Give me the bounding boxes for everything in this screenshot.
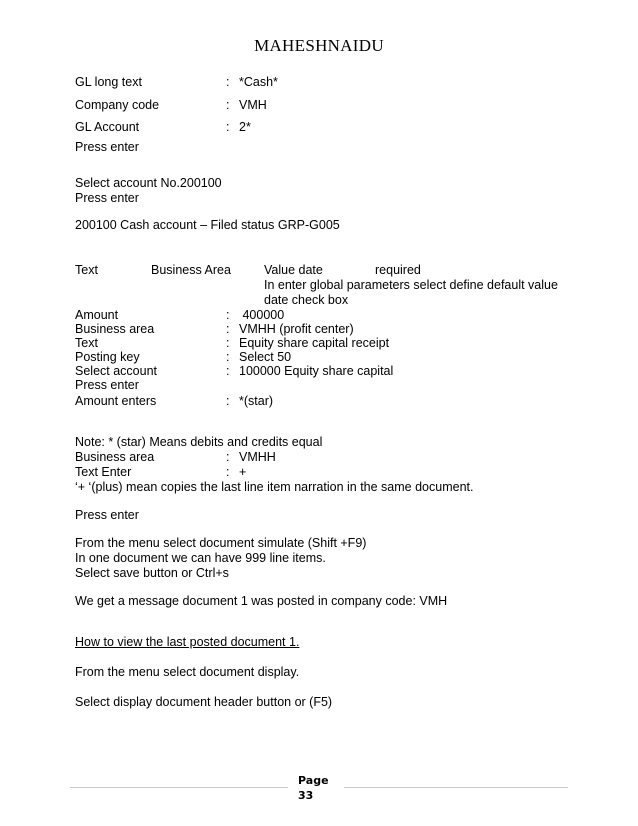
- field-value: 400000: [239, 308, 285, 322]
- footer-divider: [70, 787, 288, 788]
- doc-display-text: From the menu select document display.: [75, 665, 300, 679]
- press-enter-text: Press enter: [75, 508, 139, 522]
- field-colon: :: [226, 350, 230, 364]
- field-label: Select account: [75, 364, 157, 378]
- col-business-area: Business Area: [151, 263, 231, 277]
- note-line: date check box: [264, 293, 349, 307]
- field-label: Text: [75, 336, 98, 350]
- field-label: Posting key: [75, 350, 140, 364]
- select-account-text: Select account No.200100: [75, 176, 222, 190]
- page-label: Page: [298, 774, 329, 787]
- field-label: Business area: [75, 450, 155, 464]
- account-line: 200100 Cash account – Filed status GRP-G005: [75, 218, 340, 232]
- message-text: We get a message document 1 was posted in company code: VMH: [75, 594, 448, 608]
- field-value: VMHH (profit center): [239, 322, 354, 336]
- plus-note: ‘+ ‘(plus) mean copies the last line item narration in the same document.: [75, 480, 474, 494]
- press-enter-text: Press enter: [75, 191, 139, 205]
- field-colon: :: [226, 364, 230, 378]
- press-enter-text: Press enter: [75, 140, 139, 154]
- field-colon: :: [226, 98, 230, 112]
- field-label: Text Enter: [75, 465, 132, 479]
- footer-divider: [344, 787, 568, 788]
- section-heading: How to view the last posted document 1.: [75, 635, 300, 649]
- page-header: MAHESHNAIDU: [254, 36, 384, 55]
- field-value: *Cash*: [239, 75, 278, 89]
- field-value: *(star): [239, 394, 274, 408]
- field-value: Select 50: [239, 350, 292, 364]
- field-colon: :: [226, 308, 230, 322]
- field-value: 100000 Equity share capital: [239, 364, 394, 378]
- col-value-date: Value date: [264, 263, 323, 277]
- field-label: GL Account: [75, 120, 140, 134]
- field-label: GL long text: [75, 75, 142, 89]
- field-colon: :: [226, 120, 230, 134]
- field-value: 2*: [239, 120, 251, 134]
- field-colon: :: [226, 450, 230, 464]
- save-text: Select save button or Ctrl+s: [75, 566, 229, 580]
- simulate-text: From the menu select document simulate (Shift +F9): [75, 536, 367, 550]
- header-button-text: Select display document header button or (F5): [75, 695, 333, 709]
- note-star: Note: * (star) Means debits and credits equal: [75, 435, 323, 449]
- press-enter-text: Press enter: [75, 378, 139, 392]
- col-text: Text: [75, 263, 98, 277]
- field-colon: :: [226, 322, 230, 336]
- field-label: Company code: [75, 98, 160, 112]
- page-number: 33: [298, 789, 314, 802]
- col-required: required: [375, 263, 421, 277]
- field-value: +: [239, 465, 247, 479]
- field-value: VMHH: [239, 450, 276, 464]
- line-items-text: In one document we can have 999 line items.: [75, 551, 326, 565]
- field-value: VMH: [239, 98, 267, 112]
- field-colon: :: [226, 465, 230, 479]
- field-value: Equity share capital receipt: [239, 336, 390, 350]
- field-label: Business area: [75, 322, 155, 336]
- field-label: Amount enters: [75, 394, 157, 408]
- field-colon: :: [226, 394, 230, 408]
- field-colon: :: [226, 75, 230, 89]
- field-label: Amount: [75, 308, 119, 322]
- field-colon: :: [226, 336, 230, 350]
- note-line: In enter global parameters select define default value: [264, 278, 558, 292]
